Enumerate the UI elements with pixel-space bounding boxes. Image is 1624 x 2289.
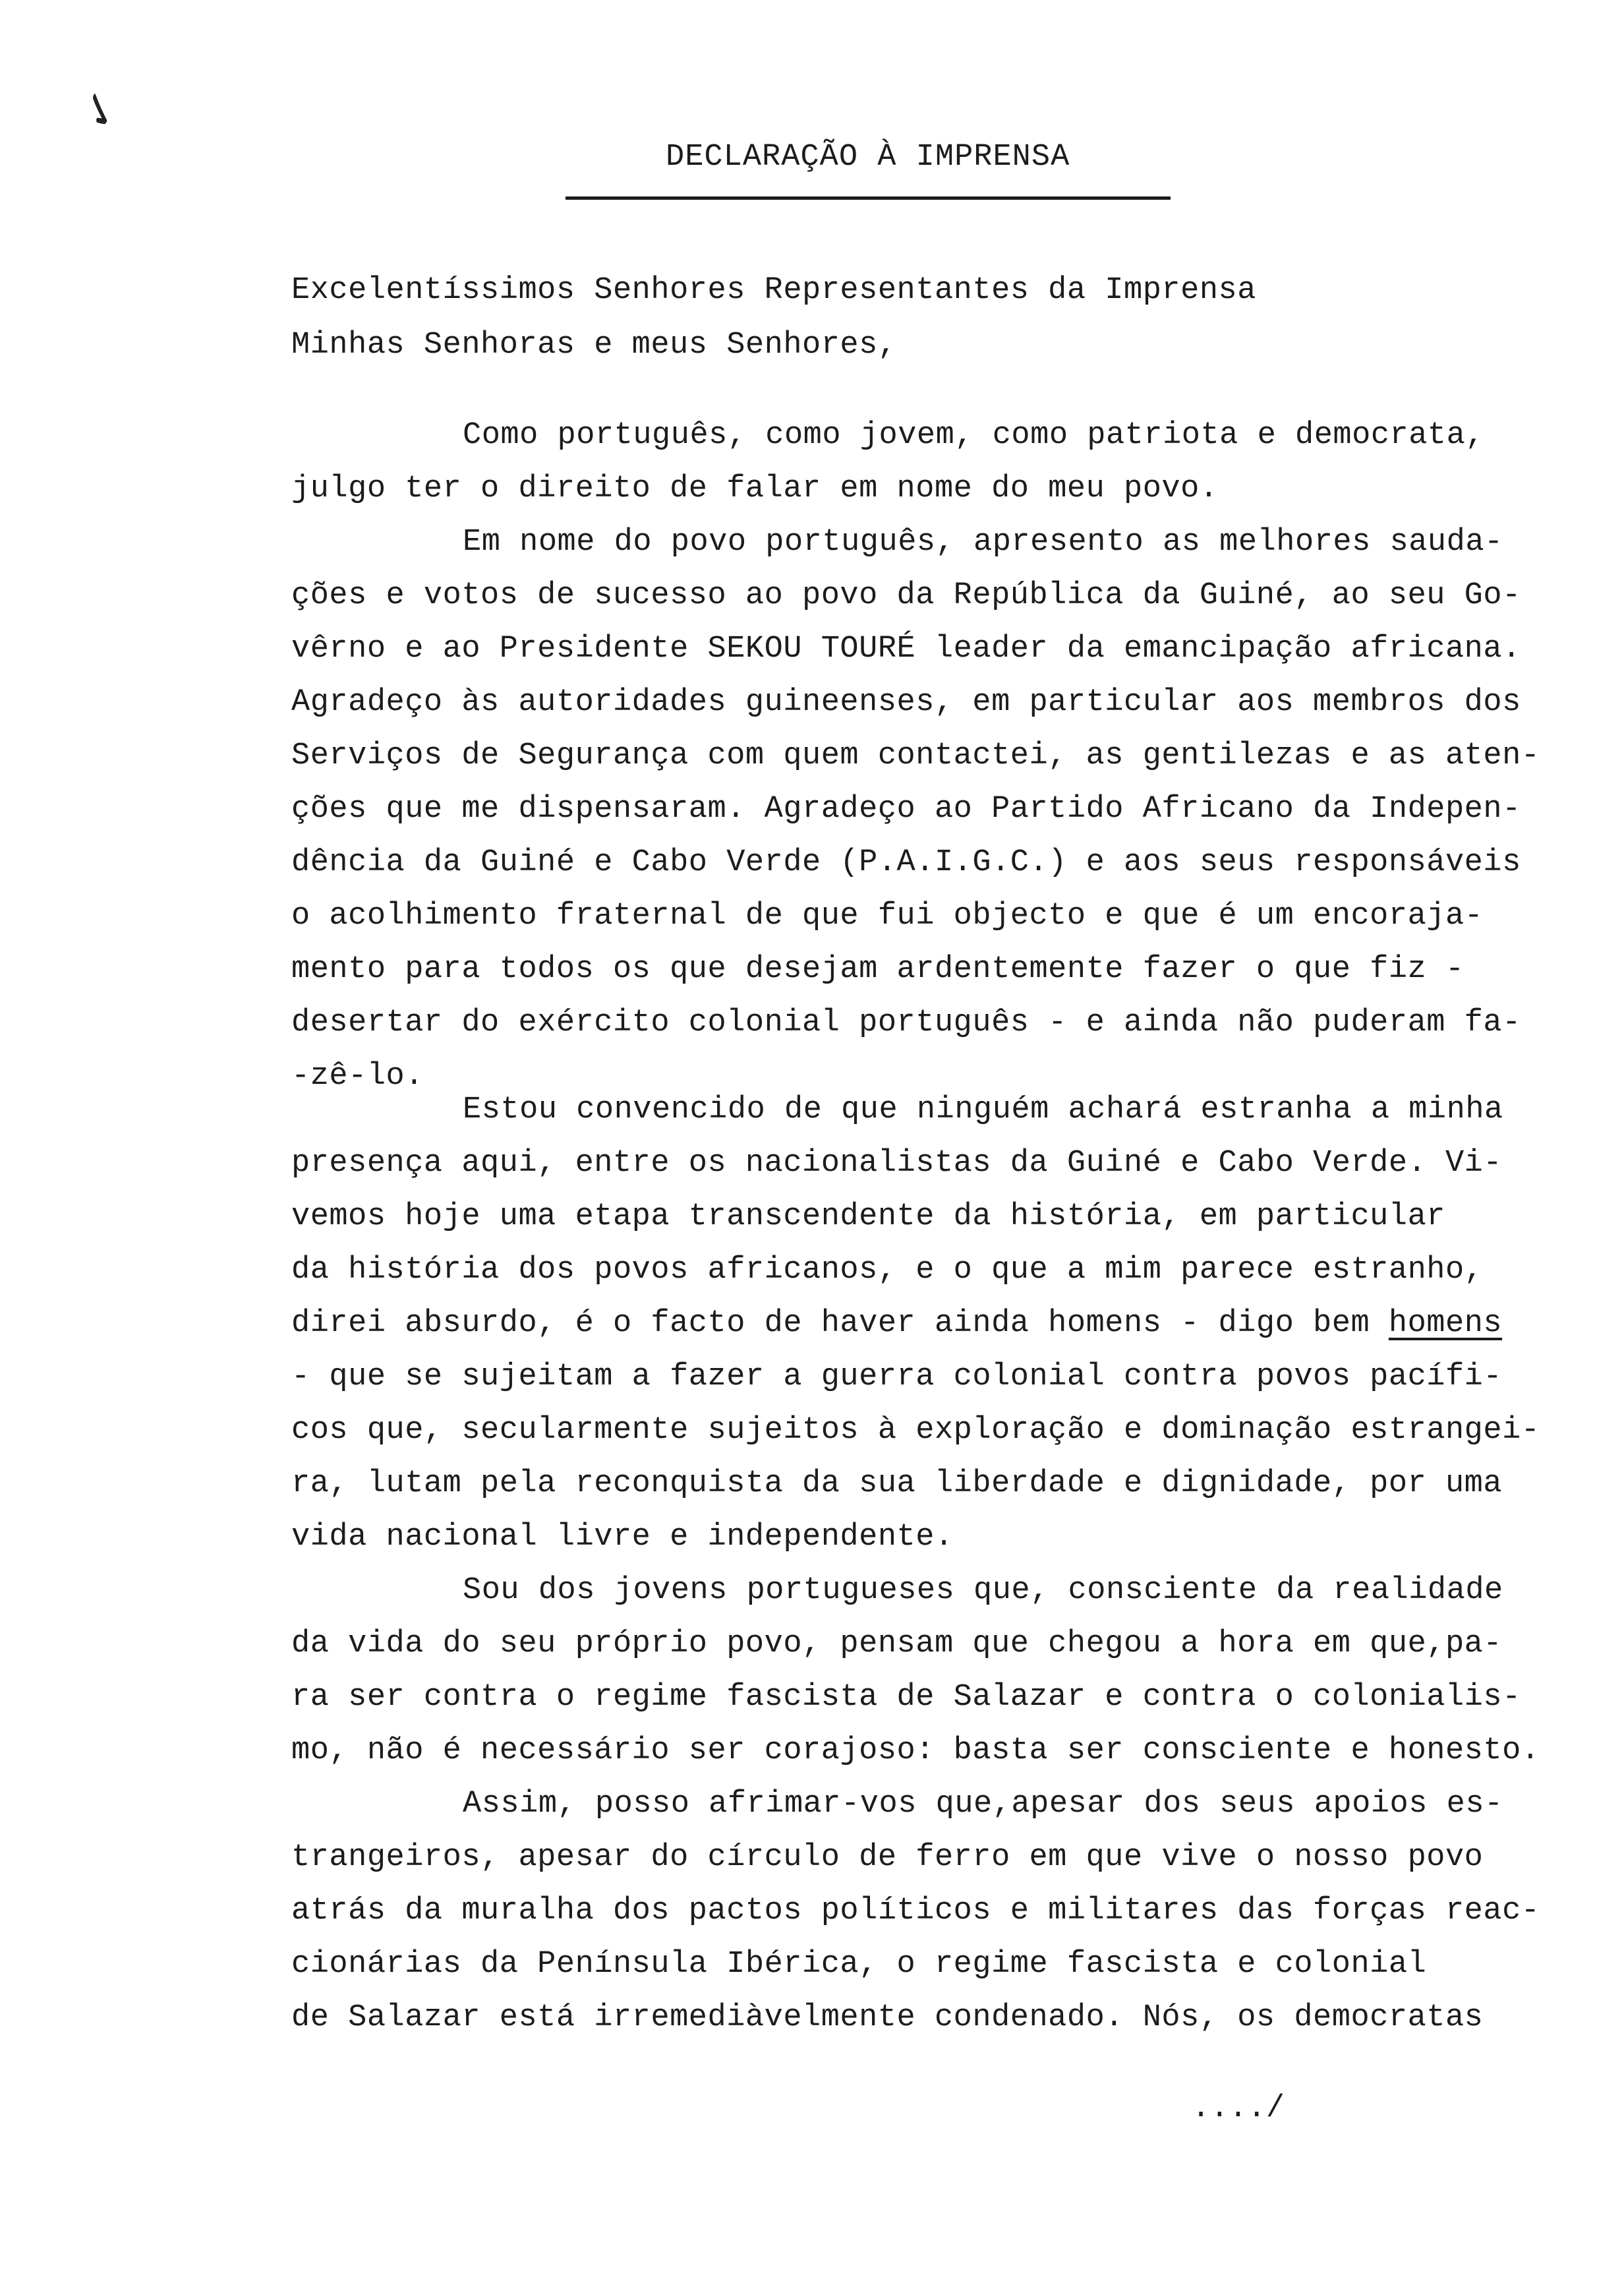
body-line: atrás da muralha dos pactos políticos e militares das forças reac- (291, 1893, 1540, 1928)
body-line: o acolhimento fraternal de que fui objecto e que é um encoraja- (291, 899, 1484, 934)
body-line: - que se sujeitam a fazer a guerra colonial contra povos pacífi- (291, 1359, 1503, 1394)
body-line: Sou dos jovens portugueses que, consciente da realidade (463, 1573, 1503, 1608)
handwritten-mark-icon: ✓ (69, 82, 136, 141)
body-line: ra ser contra o regime fascista de Salazar e contra o colonialis- (291, 1680, 1521, 1715)
body-line: Assim, posso afrimar-vos que,apesar dos seus apoios es- (463, 1787, 1503, 1822)
body-line: ra, lutam pela reconquista da sua liberdade e dignidade, por uma (291, 1466, 1503, 1501)
body-line: Como português, como jovem, como patriota e democrata, (463, 418, 1485, 453)
continuation-marker: ..../ (1192, 2091, 1285, 2126)
body-line: Agradeço às autoridades guineenses, em particular aos membros dos (291, 685, 1521, 720)
body-line (291, 1308, 1502, 1339)
body-line: cionárias da Península Ibérica, o regime fascista e colonial (291, 1947, 1427, 1982)
body-line: da história dos povos africanos, e o que a mim parece estranho, (291, 1253, 1484, 1288)
body-line: Estou convencido de que ninguém achará estranha a minha (463, 1092, 1503, 1127)
salutation-line: Minhas Senhoras e meus Senhores, (291, 328, 897, 363)
title-underline (566, 196, 1171, 200)
body-line: Serviços de Segurança com quem contactei, as gentilezas e as aten- (291, 738, 1540, 773)
body-line: vêrno e ao Presidente SEKOU TOURÉ leader da emancipação africana. (291, 632, 1521, 667)
body-line: de Salazar está irremediàvelmente condenado. Nós, os democratas (291, 2000, 1484, 2035)
body-line: Em nome do povo português, apresento as melhores sauda- (463, 525, 1503, 560)
document-title: DECLARAÇÃO À IMPRENSA (666, 140, 1070, 175)
underlined-word: homens (1388, 1306, 1503, 1341)
body-line: ções e votos de sucesso ao povo da República da Guiné, ao seu Go- (291, 578, 1521, 613)
body-line: vemos hoje uma etapa transcendente da história, em particular (291, 1199, 1445, 1234)
body-line: vida nacional livre e independente. (291, 1520, 954, 1555)
body-line: -zê-lo. (291, 1059, 424, 1094)
body-line: dência da Guiné e Cabo Verde (P.A.I.G.C.) e aos seus responsáveis (291, 845, 1521, 880)
body-line: ções que me dispensaram. Agradeço ao Partido Africano da Indepen- (291, 792, 1521, 827)
body-line: presença aqui, entre os nacionalistas da Guiné e Cabo Verde. Vi- (291, 1146, 1503, 1181)
body-line-text: direi absurdo, é o facto de haver ainda homens - digo bem (291, 1306, 1389, 1341)
salutation-line: Excelentíssimos Senhores Representantes da Imprensa (291, 273, 1256, 308)
body-line: julgo ter o direito de falar em nome do meu povo. (291, 471, 1219, 506)
body-line: da vida do seu próprio povo, pensam que chegou a hora em que,pa- (291, 1626, 1503, 1661)
body-line: mento para todos os que desejam ardentemente fazer o que fiz - (291, 952, 1464, 987)
body-line: desertar do exército colonial português - e ainda não puderam fa- (291, 1005, 1521, 1040)
body-line: mo, não é necessário ser corajoso: basta ser consciente e honesto. (291, 1733, 1540, 1768)
body-line: cos que, secularmente sujeitos à exploração e dominação estrangei- (291, 1413, 1540, 1448)
body-line: trangeiros, apesar do círculo de ferro em que vive o nosso povo (291, 1840, 1484, 1875)
